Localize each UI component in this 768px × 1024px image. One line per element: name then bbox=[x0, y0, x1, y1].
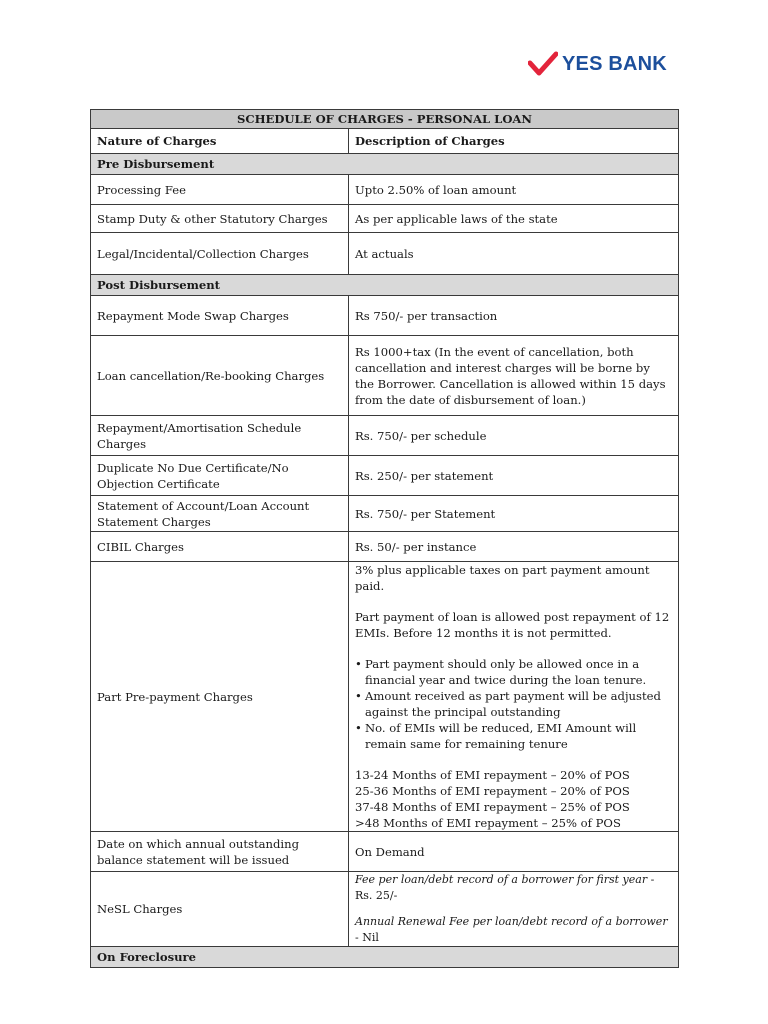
logo-text: YES BANK bbox=[562, 52, 667, 75]
prepayment-line-1: 3% plus applicable taxes on part payment amount paid. bbox=[355, 563, 650, 593]
table-row-part-prepayment bbox=[91, 562, 679, 832]
description-cell: Rs. 750/- per Statement bbox=[349, 496, 679, 532]
nature-cell: Legal/Incidental/Collection Charges bbox=[91, 233, 349, 275]
table-row bbox=[91, 233, 679, 275]
section-heading: Pre Disbursement bbox=[91, 154, 679, 175]
nature-cell: Repayment Mode Swap Charges bbox=[91, 296, 349, 336]
section-heading: Post Disbursement bbox=[91, 275, 679, 296]
list-item: • Amount received as part payment will be adjusted against the principal outstanding bbox=[355, 688, 672, 720]
header-nature: Nature of Charges bbox=[91, 129, 349, 154]
description-cell: Upto 2.50% of loan amount bbox=[349, 175, 679, 205]
section-on-foreclosure bbox=[91, 947, 679, 968]
section-pre-disbursement bbox=[91, 154, 679, 175]
description-cell: As per applicable laws of the state bbox=[349, 205, 679, 233]
nature-cell: Statement of Account/Loan Account Statement Charges bbox=[91, 496, 349, 532]
nesl-line-2-label: Annual Renewal Fee per loan/debt record of a borrower bbox=[355, 915, 668, 928]
section-heading: On Foreclosure bbox=[91, 947, 679, 968]
nature-cell: NeSL Charges bbox=[91, 872, 349, 947]
nesl-line-1-label: Fee per loan/debt record of a borrower for first year bbox=[355, 873, 648, 886]
schedule-of-charges-table bbox=[90, 109, 679, 968]
nature-cell: Stamp Duty & other Statutory Charges bbox=[91, 205, 349, 233]
nesl-line-2-value: - Nil bbox=[355, 931, 379, 944]
table-header-row bbox=[91, 129, 679, 154]
table-row bbox=[91, 205, 679, 233]
table-row bbox=[91, 296, 679, 336]
nature-cell: CIBIL Charges bbox=[91, 532, 349, 562]
prepayment-line-2: Part payment of loan is allowed post repayment of 12 EMIs. Before 12 months it is not permitted. bbox=[355, 610, 670, 640]
nature-cell: Date on which annual outstanding balance statement will be issued bbox=[91, 832, 349, 872]
slab-line: 37-48 Months of EMI repayment – 25% of POS bbox=[355, 800, 630, 814]
table-row bbox=[91, 832, 679, 872]
list-item: • Part payment should only be allowed once in a financial year and twice during the loan tenure. bbox=[355, 656, 672, 688]
list-item: • No. of EMIs will be reduced, EMI Amount will remain same for remaining tenure bbox=[355, 720, 672, 752]
table-row bbox=[91, 336, 679, 416]
prepayment-bullets bbox=[355, 656, 672, 752]
header-description: Description of Charges bbox=[349, 129, 679, 154]
nesl-line-1-value: - Rs. 25/- bbox=[355, 873, 655, 902]
table-row bbox=[91, 532, 679, 562]
checkmark-icon bbox=[528, 51, 558, 77]
description-cell: Rs. 50/- per instance bbox=[349, 532, 679, 562]
table-row-nesl bbox=[91, 872, 679, 947]
section-post-disbursement bbox=[91, 275, 679, 296]
nature-cell: Processing Fee bbox=[91, 175, 349, 205]
table-row bbox=[91, 175, 679, 205]
nature-cell: Repayment/Amortisation Schedule Charges bbox=[91, 416, 349, 456]
table-row bbox=[91, 496, 679, 532]
slab-line: 13-24 Months of EMI repayment – 20% of POS bbox=[355, 768, 630, 782]
description-cell: Rs 750/- per transaction bbox=[349, 296, 679, 336]
table-row bbox=[91, 416, 679, 456]
description-cell bbox=[349, 562, 679, 832]
nature-cell: Part Pre-payment Charges bbox=[91, 562, 349, 832]
nature-cell: Loan cancellation/Re-booking Charges bbox=[91, 336, 349, 416]
table-title-row bbox=[91, 110, 679, 129]
yes-bank-logo bbox=[528, 50, 678, 78]
slab-line: >48 Months of EMI repayment – 25% of POS bbox=[355, 816, 621, 830]
table-row bbox=[91, 456, 679, 496]
description-cell: Rs 1000+tax (In the event of cancellation, both cancellation and interest charges will be borne by the Borrower. Cancellation is allowed within 15 days from the date of disbursement of loan.) bbox=[349, 336, 679, 416]
slab-line: 25-36 Months of EMI repayment – 20% of POS bbox=[355, 784, 630, 798]
nature-cell: Duplicate No Due Certificate/No Objection Certificate bbox=[91, 456, 349, 496]
description-cell: Rs. 750/- per schedule bbox=[349, 416, 679, 456]
nesl-line-1 bbox=[355, 872, 672, 904]
description-cell: At actuals bbox=[349, 233, 679, 275]
table-title: SCHEDULE OF CHARGES - PERSONAL LOAN bbox=[91, 110, 679, 129]
description-cell: Rs. 250/- per statement bbox=[349, 456, 679, 496]
nesl-line-2 bbox=[355, 914, 672, 946]
description-cell bbox=[349, 872, 679, 947]
description-cell: On Demand bbox=[349, 832, 679, 872]
